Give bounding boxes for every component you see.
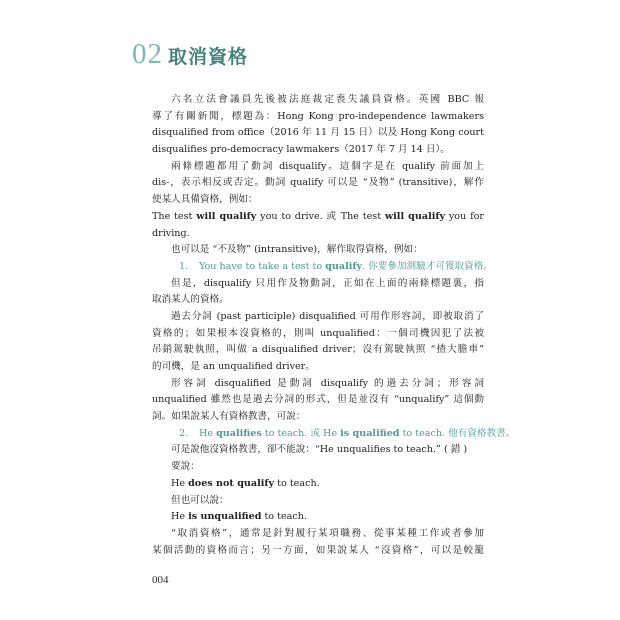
paragraph-line: dis-，表示相反或否定。動詞 qualify 可以是 “及物” (transitive)，解作	[152, 177, 484, 189]
paragraph-line: 取消某人的資格。	[152, 294, 229, 306]
page-number: 004	[152, 574, 169, 586]
example-2: 2. He qualifies to teach. 或 He is qualified to teach. 他有資格教書。	[152, 426, 484, 443]
paragraph-line: 也可以是 “不及物” (intransitive)，解作取得資格，例如：	[171, 244, 423, 256]
paragraph-line: 可是說他沒資格教書，卻不能說：“He unqualifies to teach.” ( 錯 )	[171, 444, 468, 456]
section-number: 02	[132, 38, 163, 70]
example-sentence: The test will qualify you to drive. 或 The test will qualify you for	[152, 210, 484, 222]
paragraph-line: 但也可以說：	[171, 494, 229, 506]
paragraph-line: 形容詞 disqualified 是動詞 disqualify 的過去分詞；形容詞	[171, 377, 484, 389]
paragraph-line: 的司機，是 an unqualified driver。	[152, 361, 315, 372]
paragraph-line: 要說：	[171, 461, 200, 473]
paragraph-line: 吊銷駕駛執照，叫做 a disqualified driver；沒有駕駛執照 “揸大膽車”	[152, 344, 484, 356]
paragraph-line: 兩條標題都用了動詞 disqualify。這個字是在 qualify 前面加上	[171, 160, 484, 172]
section-heading	[132, 38, 248, 72]
paragraph-line: 某個活動的資格而言；另一方面，如果說某人 “沒資格”，可以是較籠	[152, 544, 484, 556]
example-sentence: He does not qualify to teach.	[171, 477, 320, 489]
paragraph-line: disqualifies pro-democracy lawmakers（2017 年 7 月 14 日）。	[152, 144, 450, 156]
paragraph-line: 但是，disqualify 只用作及物動詞，正如在上面的兩條標題裏，指	[171, 277, 484, 289]
paragraph-line: 資格的；如果根本沒資格的，則叫 unqualified：一個司機因犯了法被	[152, 327, 484, 339]
example-number: 2.	[179, 427, 189, 439]
example-sentence: He is unqualified to teach.	[171, 511, 307, 523]
body-text	[152, 92, 516, 559]
section-title: 取消資格	[168, 46, 249, 68]
paragraph-line: disqualified from office（2016 年 11 月 15 日）以及 Hong Kong court	[152, 127, 484, 139]
example-sentence: driving.	[152, 227, 190, 239]
paragraph-line: 導了有關新聞，標題為：Hong Kong pro-independence lawmakers	[152, 110, 484, 122]
example-number: 1.	[179, 260, 189, 272]
paragraph-line: 使某人具備資格，例如：	[152, 194, 258, 206]
paragraph-line: 過去分詞 (past participle) disqualified 可用作形容詞，即被取消了	[171, 310, 484, 322]
paragraph-line: 詞。如果說某人有資格教書，可說：	[152, 411, 306, 423]
paragraph-line: “取消資格”，通常是針對履行某項職務、從事某種工作或者參加	[171, 527, 484, 539]
paragraph-line: 六名立法會議員先後被法庭裁定喪失議員資格。英國 BBC 報	[171, 94, 484, 105]
paragraph-line: unqualified 雖然也是過去分詞的形式，但是並沒有 “unqualify” 這個動	[152, 394, 484, 406]
example-1: 1. You have to take a test to qualify. 你要參加測驗才可獲取資格。	[152, 259, 484, 276]
